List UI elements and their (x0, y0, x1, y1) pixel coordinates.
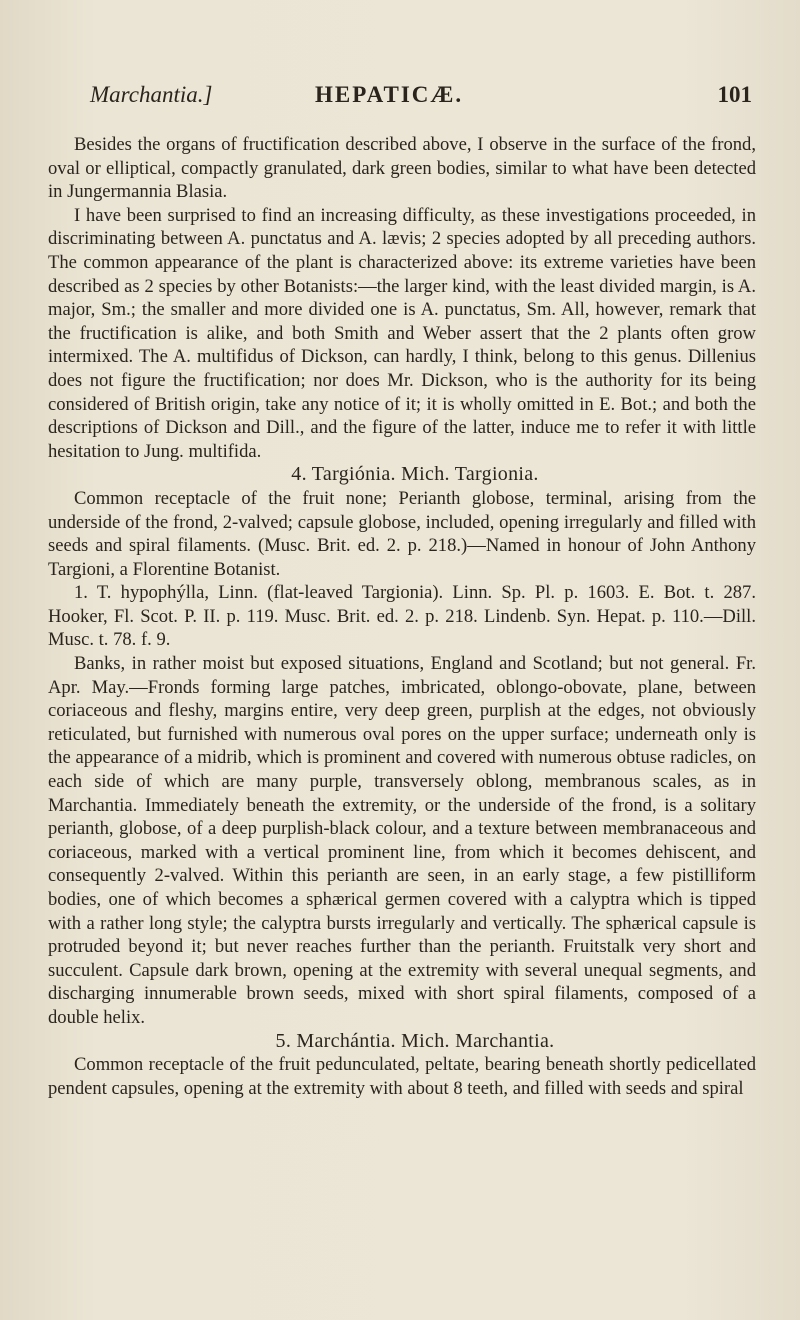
page-number: 101 (717, 82, 752, 107)
paragraph-habitat-description: Banks, in rather moist but exposed situations, England and Scotland; but not general. Fr. Apr. May.—Fronds forming large patches, imbricated, oblongo-obovate, plane, between coriaceous and fleshy, margins entire, very deep green, purplish at the edges, not obviously reticulated, but furnished with numerous oval pores on the upper surface; underneath only is the appearance of a midrib, which is prominent and covered with numerous obtuse radicles, on each side of which are many purple, transversely oblong, membranous scales, as in Marchantia. Immediately beneath the extremity, or the underside of the frond, is a solitary perianth, globose, of a deep purplish-black colour, and a texture between membranaceous and coriaceous, marked with a vertical prominent line, from which it becomes dehiscent, and consequently 2-valved. Within this perianth are seen, in an early stage, a few pistilliform bodies, one of which becomes a sphærical germen covered with a calyptra which is tipped with a rather long style; the calyptra bursts irregularly and vertically. The sphærical capsule is protruded beyond it; but never reaches further than the perianth. Fruitstalk very short and succulent. Capsule dark brown, opening at the extremity with several unequal segments, and discharging innumerable brown seeds, mixed with short spiral filaments, composed of a double helix. (48, 653, 756, 1028)
paragraph-targionia-description: Common receptacle of the fruit none; Perianth globose, terminal, arising from the underside of the frond, 2-valved; capsule globose, included, opening irregularly and filled with seeds and spiral filaments. (Musc. Brit. ed. 2. p. 218.)—Named in honour of John Anthony Targioni, a Florentine Botanist. (48, 487, 756, 580)
running-header (90, 82, 752, 122)
page-body (48, 133, 756, 1100)
header-title: HEPATICÆ. (315, 82, 464, 107)
paragraph-marchantia-description: Common receptacle of the fruit pedunculated, peltate, bearing beneath shortly pedicellated pendent capsules, opening at the extremity with about 8 teeth, and filled with seeds and spiral (48, 1054, 756, 1099)
genus-heading-marchantia: 5. Marchántia. Mich. Marchantia. (275, 1029, 555, 1052)
paragraph-organs: Besides the organs of fructification described above, I observe in the surface of the frond, oval or elliptical, compactly granulated, dark green bodies, similar to what have been detected in Jungermannia Blasia. (48, 134, 756, 203)
header-section-name: Marchantia.] (90, 82, 213, 107)
genus-heading-targionia: 4. Targiónia. Mich. Targionia. (291, 463, 539, 486)
paragraph-species-hypophylla: 1. T. hypophýlla, Linn. (flat-leaved Targionia). Linn. Sp. Pl. p. 1603. E. Bot. t. 287. Hooker, Fl. Scot. P. II. p. 119. Musc. Brit. ed. 2. p. 218. Lindenb. Syn. Hepat. p. 110.—Dill. Musc. t. 78. f. 9. (48, 582, 756, 651)
paragraph-discrimination: I have been surprised to find an increasing difficulty, as these investigations proceeded, in discriminating between A. punctatus and A. lævis; 2 species adopted by all preceding authors. The common appearance of the plant is characterized above: its extreme varieties have been described as 2 species by other Botanists:—the larger kind, with the least divided margin, is A. major, Sm.; the smaller and more divided one is A. punctatus, Sm. All, however, remark that the fructification is alike, and both Smith and Weber assert that the 2 plants often grow intermixed. The A. multifidus of Dickson, can hardly, I think, belong to this genus. Dillenius does not figure the fructification; nor does Mr. Dickson, who is the authority for its being considered of British origin, take any notice of it; it is wholly omitted in E. Bot.; and both the descriptions of Dickson and Dill., and the figure of the latter, induce me to refer it with little hesitation to Jung. multifida. (48, 204, 756, 462)
